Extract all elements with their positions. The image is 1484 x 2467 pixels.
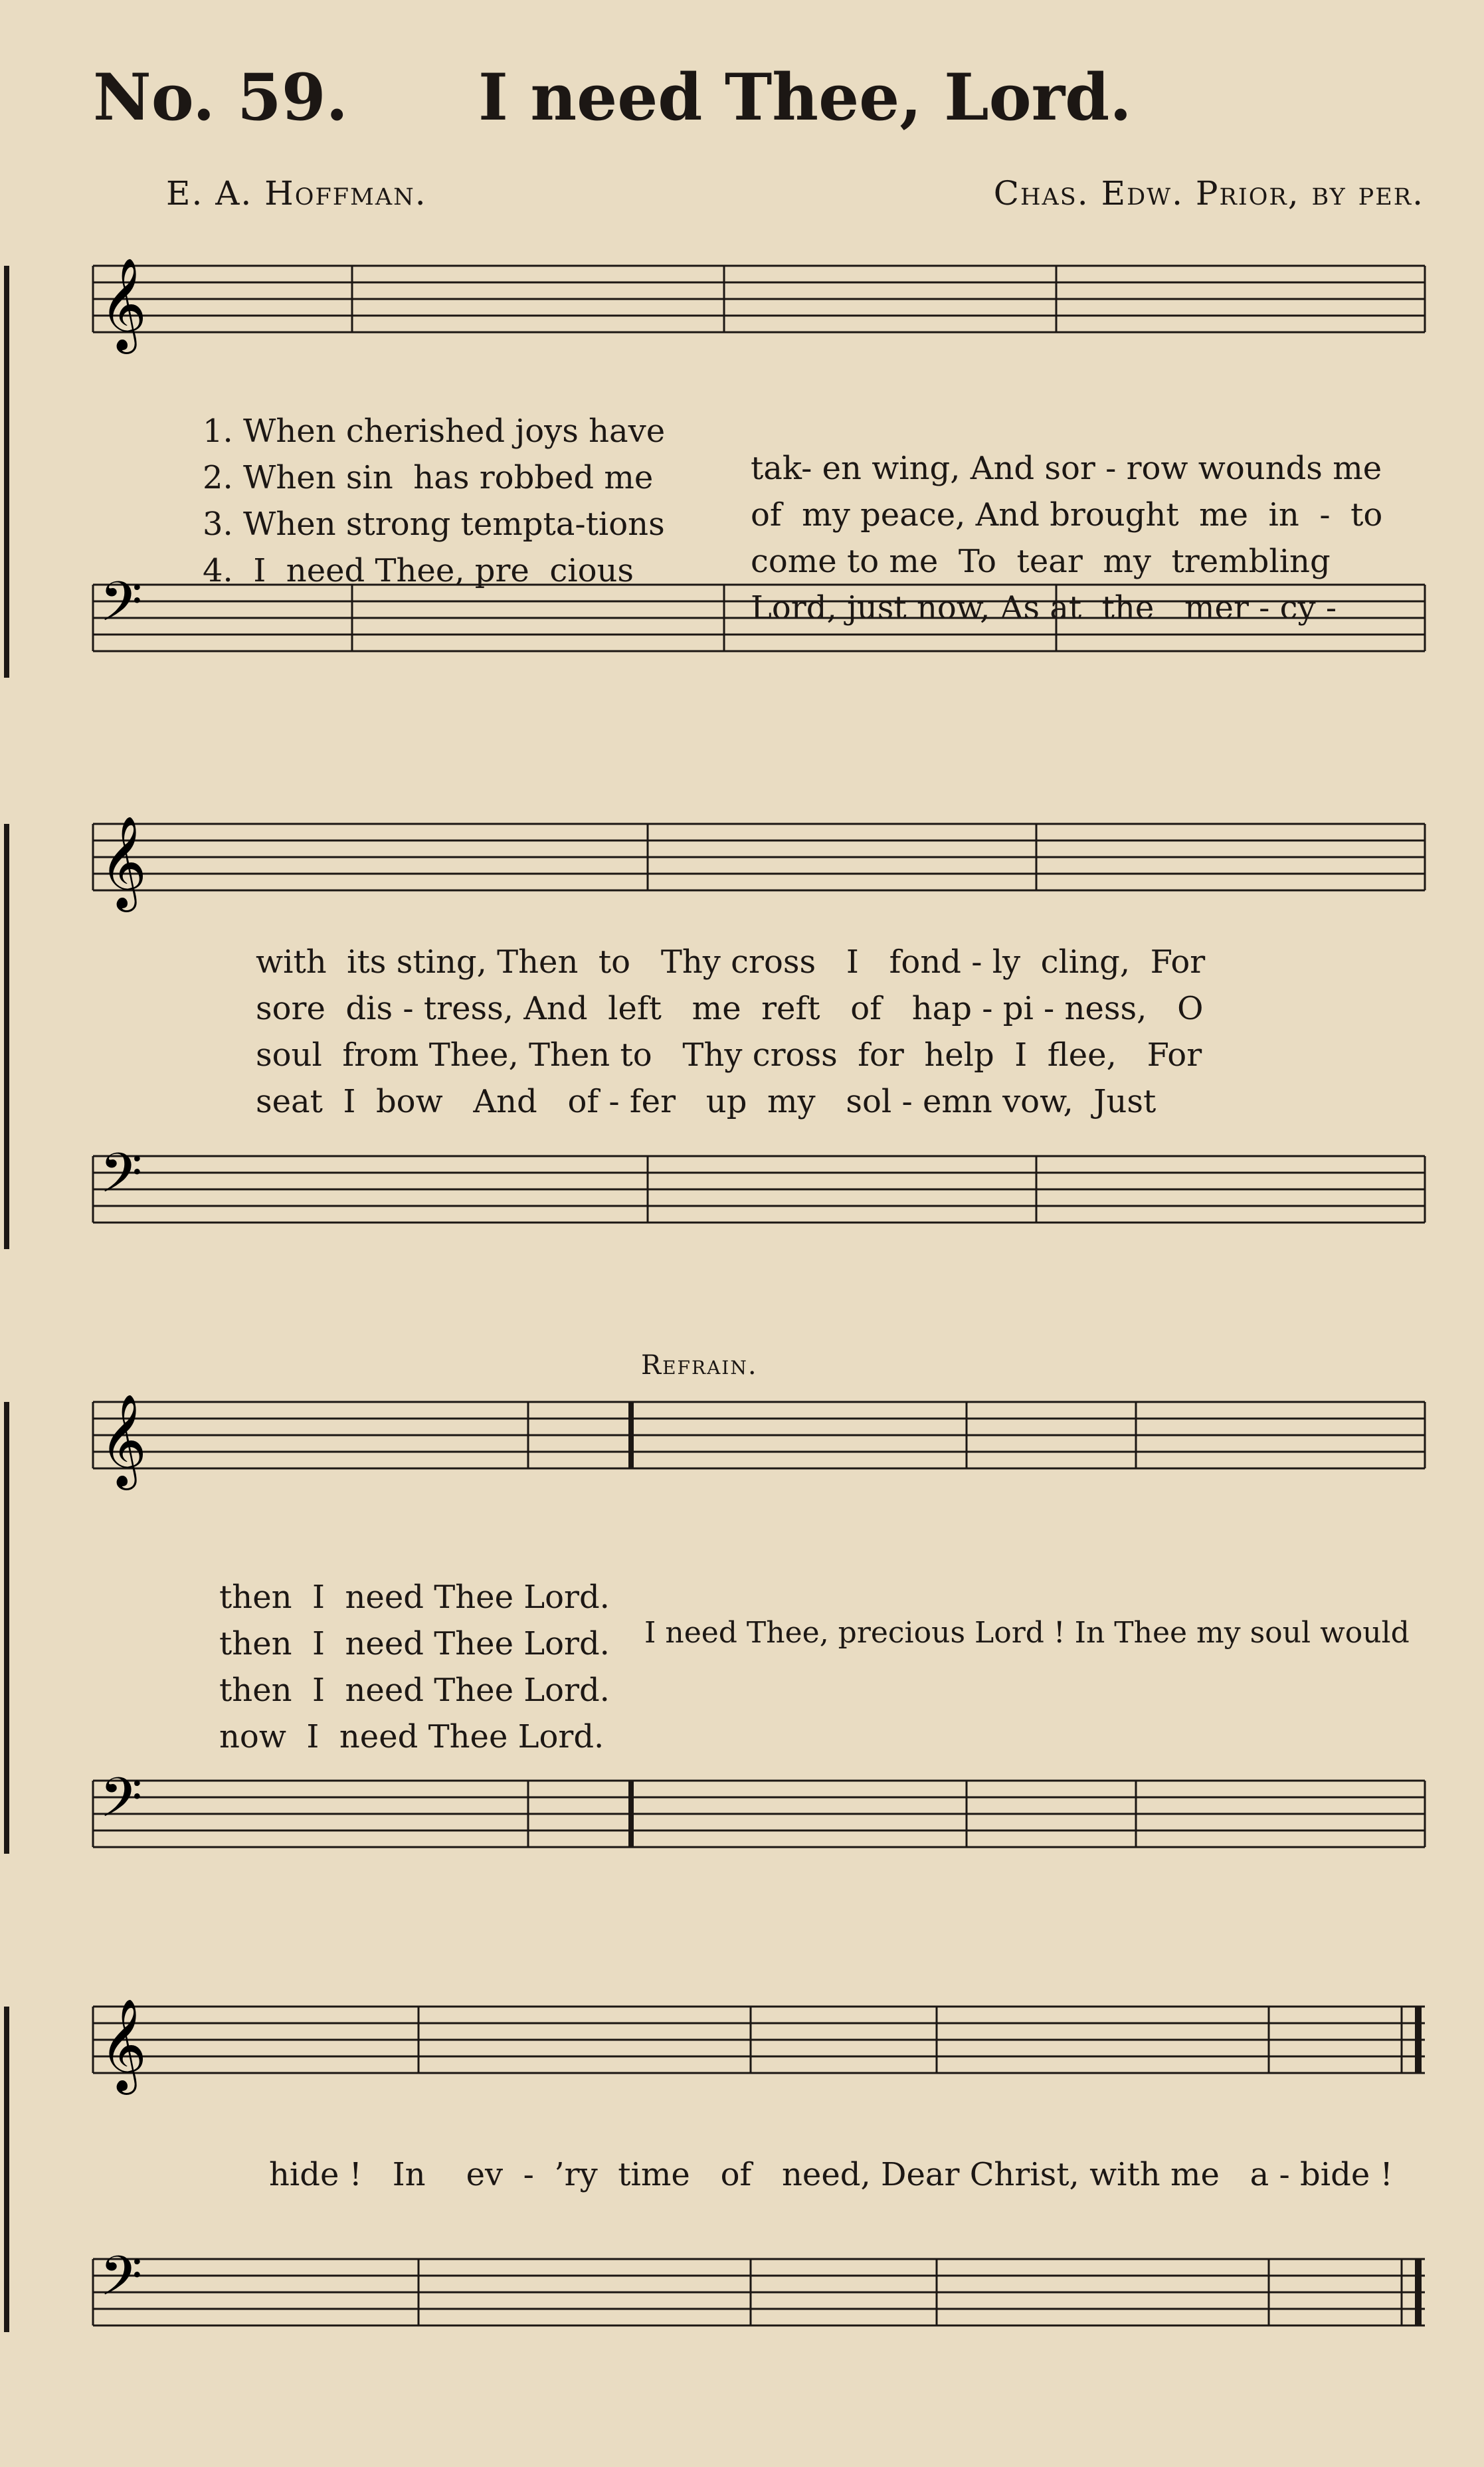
system-1-brace bbox=[0, 266, 20, 691]
refrain-label: Refrain. bbox=[641, 1350, 758, 1381]
bass-staff-system-4 bbox=[0, 2246, 1484, 2352]
svg-text:𝄢: 𝄢 bbox=[100, 1765, 143, 1843]
lyric-segment: 3. When strong tempta-tions bbox=[203, 506, 665, 543]
verse-line: with its sting, Then to Thy cross I fond - ly cling, For bbox=[256, 943, 1206, 981]
hymn-number: No. 59. bbox=[93, 60, 348, 135]
lyric-segment: 1. When cherished joys have bbox=[203, 413, 666, 450]
lyric-segment: now I need Thee Lord. bbox=[219, 1718, 604, 1755]
lyric-segment: come to me To tear my trembling bbox=[751, 543, 1331, 580]
verse-line: soul from Thee, Then to Thy cross for help I flee, For bbox=[256, 1036, 1202, 1074]
treble-staff-system-4 bbox=[0, 1993, 1484, 2100]
title-row bbox=[93, 60, 1422, 146]
lyricist-credit: E. A. Hoffman. bbox=[166, 174, 427, 213]
treble-staff-system-3 bbox=[0, 1389, 1484, 1495]
hymn-title: I need Thee, Lord. bbox=[478, 60, 1132, 135]
lyric-segment: 2. When sin has robbed me bbox=[203, 459, 654, 496]
svg-text:𝄢: 𝄢 bbox=[100, 2244, 143, 2321]
lyric-segment: 4. I need Thee, pre cious bbox=[203, 552, 634, 589]
svg-text:𝄢: 𝄢 bbox=[100, 569, 143, 647]
lyric-segment: then I need Thee Lord. bbox=[219, 1579, 610, 1616]
verse-line: sore dis - tress, And left me reft of hap - pi - ness, O bbox=[256, 990, 1204, 1027]
lyric-segment: then I need Thee Lord. bbox=[219, 1672, 610, 1709]
lyric-segment: of my peace, And brought me in - to bbox=[751, 496, 1383, 534]
system-3-brace bbox=[0, 1402, 20, 1860]
composer-credit: Chas. Edw. Prior, by per. bbox=[993, 174, 1424, 213]
lyric-segment: I need Thee, precious Lord ! In Thee my soul would bbox=[644, 1616, 1410, 1650]
svg-text:𝄞: 𝄞 bbox=[100, 1999, 147, 2091]
system-4-brace bbox=[0, 2007, 20, 2339]
verse-line: hide ! In ev - ’ry time of need, Dear Christ, with me a - bide ! bbox=[269, 2156, 1393, 2193]
svg-text:𝄞: 𝄞 bbox=[100, 816, 147, 908]
treble-staff-system-2 bbox=[0, 811, 1484, 917]
lyric-segment: then I need Thee Lord. bbox=[219, 1625, 610, 1662]
lyric-segment: tak- en wing, And sor - row wounds me bbox=[751, 450, 1382, 487]
svg-text:𝄞: 𝄞 bbox=[100, 1394, 147, 1486]
lyric-segment: Lord, just now, As at the mer - cy - bbox=[751, 589, 1337, 627]
treble-staff-system-1 bbox=[0, 252, 1484, 359]
system-2-brace bbox=[0, 824, 20, 1262]
bass-staff-system-2 bbox=[0, 1143, 1484, 1249]
svg-text:𝄞: 𝄞 bbox=[100, 258, 147, 350]
verse-line: seat I bow And of - fer up my sol - emn vow, Just bbox=[256, 1083, 1157, 1120]
svg-text:𝄢: 𝄢 bbox=[100, 1141, 143, 1219]
